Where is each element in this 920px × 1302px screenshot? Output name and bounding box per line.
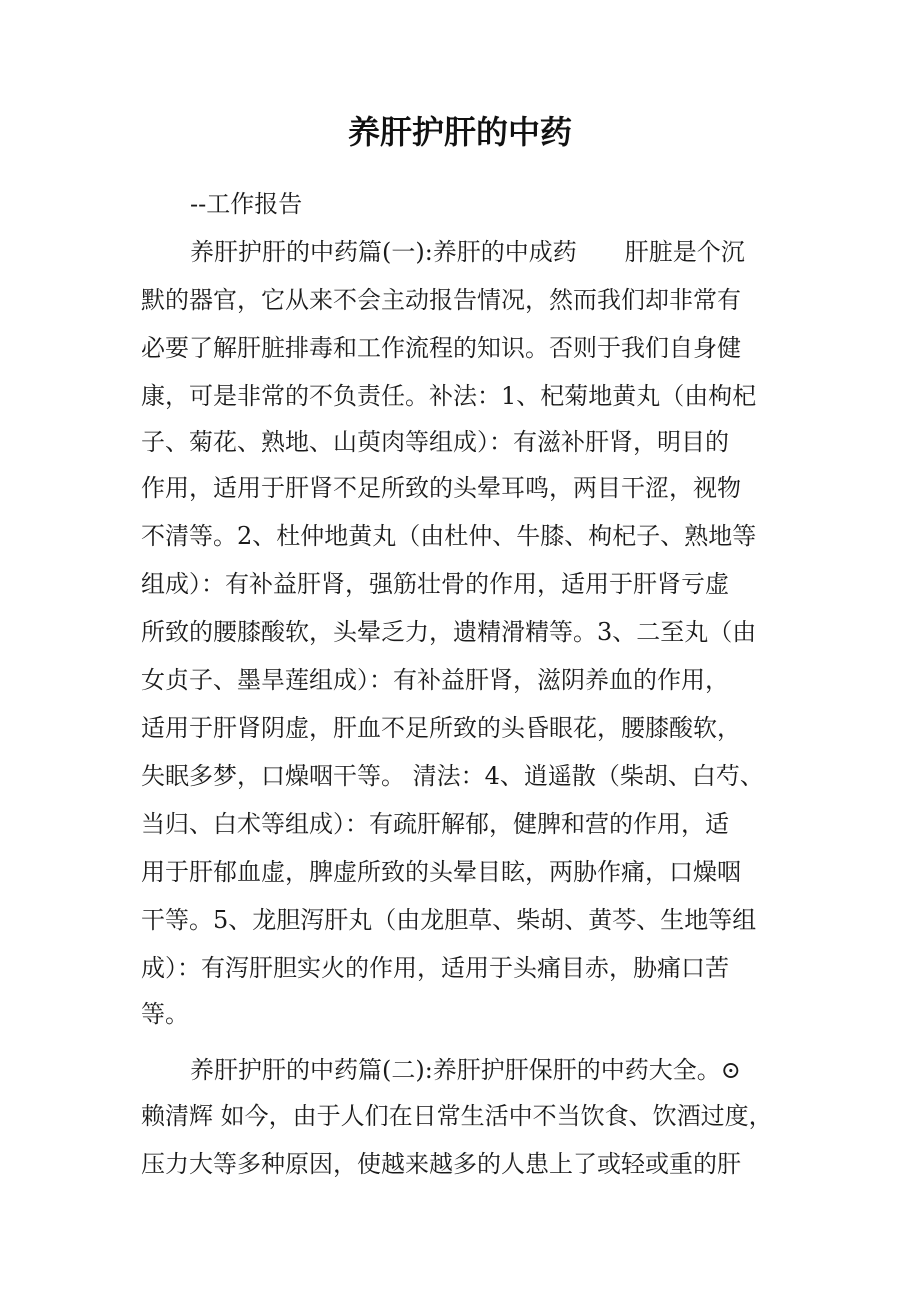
paragraph-line: 当归、白术等组成）：有疏肝解郁，健脾和营的作用，适 (141, 810, 729, 838)
paragraph-line: 康，可是非常的不负责任。补法：1、杞菊地黄丸（由枸杞 (141, 382, 757, 410)
paragraph-line: 等。 (141, 1000, 189, 1028)
paragraph-line: 作用，适用于肝肾不足所致的头晕耳鸣，两目干涩，视物 (141, 474, 741, 502)
paragraph-line: 失眠多梦，口燥咽干等。 清法：4、逍遥散（柴胡、白芍、 (141, 762, 764, 790)
paragraph-line: 用于肝郁血虚，脾虚所致的头晕目眩，两胁作痛，口燥咽 (141, 858, 741, 886)
paragraph-line: 成）：有泻肝胆实火的作用，适用于头痛目赤，胁痛口苦 (141, 954, 729, 982)
paragraph-line: 赖清辉 如今，由于人们在日常生活中不当饮食、饮酒过度， (141, 1102, 773, 1130)
paragraph-line: 必要了解肝脏排毒和工作流程的知识。否则于我们自身健 (141, 334, 741, 362)
paragraph-line: 适用于肝肾阴虚，肝血不足所致的头昏眼花，腰膝酸软， (141, 714, 741, 742)
paragraph-line: 子、菊花、熟地、山萸肉等组成）：有滋补肝肾，明目的 (141, 428, 729, 456)
document-title: 养肝护肝的中药 (347, 113, 572, 151)
paragraph-line: 所致的腰膝酸软，头晕乏力，遗精滑精等。3、二至丸（由 (141, 618, 757, 646)
paragraph-line: 干等。5、龙胆泻肝丸（由龙胆草、柴胡、黄芩、生地等组 (141, 906, 757, 934)
paragraph-first-line: 养肝护肝的中药篇(一):养肝的中成药 肝脏是个沉 (190, 238, 745, 266)
paragraph-line: 组成）：有补益肝肾，强筋壮骨的作用，适用于肝肾亏虚 (141, 570, 729, 598)
paragraph-line: 不清等。2、杜仲地黄丸（由杜仲、牛膝、枸杞子、熟地等 (141, 522, 757, 550)
paragraph-first-line: --工作报告 (190, 190, 303, 218)
paragraph-line: 女贞子、墨旱莲组成）：有补益肝肾，滋阴养血的作用， (141, 666, 729, 694)
paragraph-first-line: 养肝护肝的中药篇(二):养肝护肝保肝的中药大全。⊙ (190, 1056, 741, 1084)
paragraph-line: 压力大等多种原因，使越来越多的人患上了或轻或重的肝 (141, 1150, 741, 1178)
paragraph-line: 默的器官，它从来不会主动报告情况，然而我们却非常有 (141, 286, 741, 314)
